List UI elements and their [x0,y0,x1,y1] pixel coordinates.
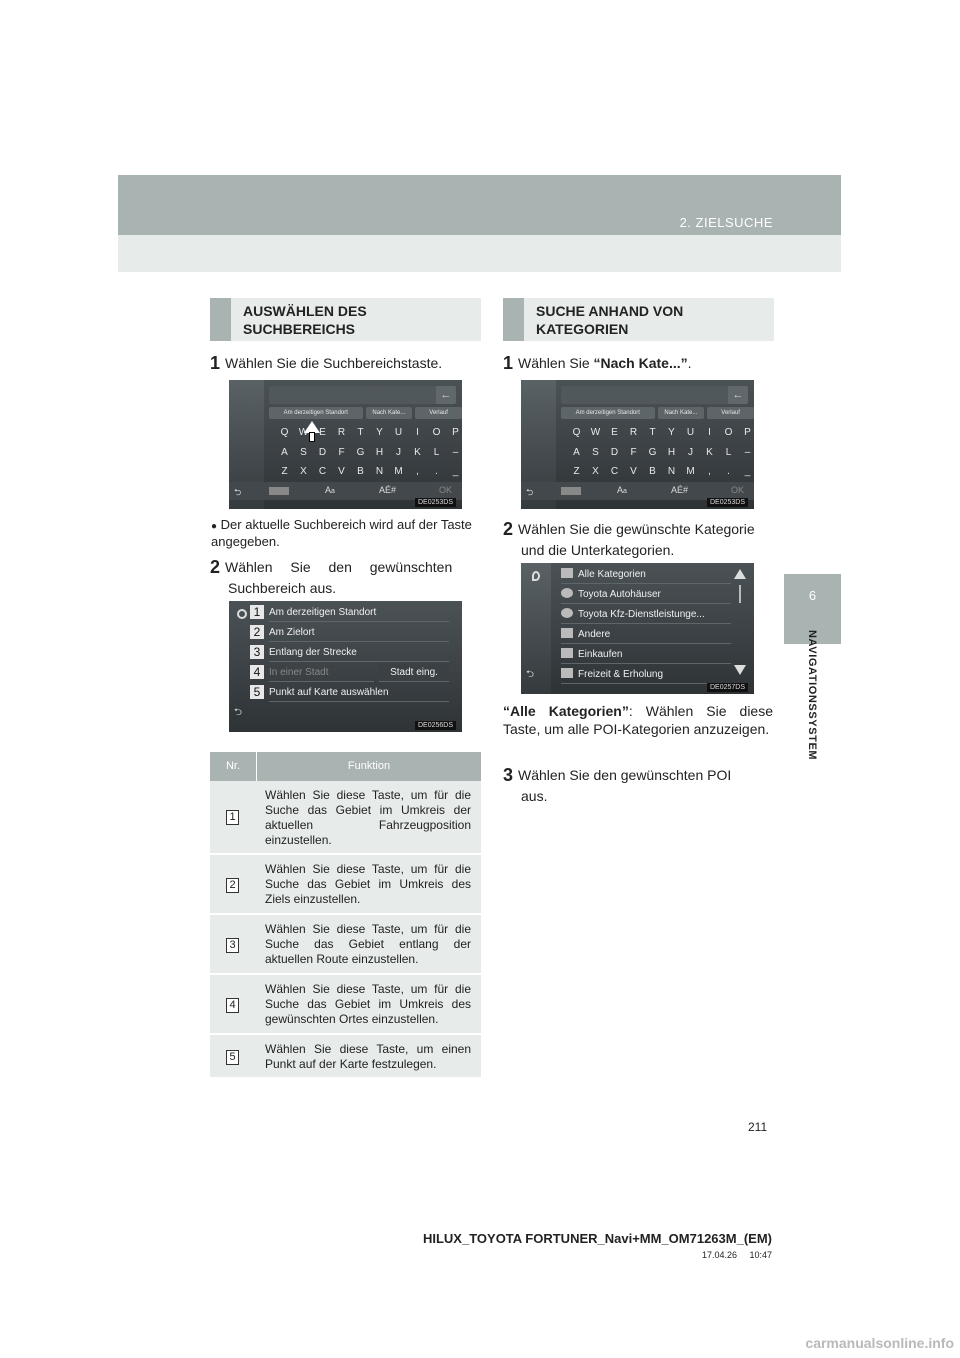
table-row: 3 Wählen Sie diese Taste, um für die Suche das Gebiet entlang der aktuellen Route einzustellen. [210,915,481,975]
chapter-title: 2. ZIELSUCHE [679,215,773,230]
category-item: Toyota Autohäuser [561,585,731,604]
key-row-3: Z X C V B N M , . _ [573,466,751,477]
keyboard-icon [561,487,581,495]
case-toggle-key: Aa [617,485,627,495]
symbols-key: AÉ# [379,485,397,495]
search-input [561,386,746,404]
section-heading-right [503,298,774,341]
section-heading-left [210,298,481,341]
page-number: 211 [748,1120,768,1134]
key-row-2: A S D F G H J K L – [281,447,459,458]
return-icon: ⮌ [234,707,243,718]
return-icon: ⮌ [526,669,535,680]
section-title-left: AUSWÄHLEN DES SUCHBEREICHS [243,303,367,337]
key-row-1: Q W E R T Y U I O P [572,427,751,438]
tab-by-category: Nach Kate... [658,407,705,419]
key-row-1: Q W E R T Y U I O P [280,427,459,438]
table-row: 4 Wählen Sie diese Taste, um für die Suche das Gebiet im Umkreis des gewünschten Ortes einzustellen. [210,975,481,1035]
location-icon [237,609,247,619]
key-row-3: Z X C V B N M , . _ [281,466,459,477]
case-toggle-key: Aa [325,485,335,495]
return-icon: ⮌ [234,487,242,497]
tab-history: Verlauf [707,407,754,419]
keyboard-screenshot-right [521,380,754,509]
symbols-key: AÉ# [671,485,689,495]
image-code: DE0253DS [415,498,456,507]
category-screenshot [521,563,754,694]
ok-key: OK [731,485,745,495]
chapter-number: 6 [808,588,817,603]
keyboard-icon [269,487,289,495]
function-table [210,752,481,1079]
scroll-up-icon [734,569,746,579]
category-item: Alle Kategorien [561,565,731,584]
category-item: Freizeit & Erholung [561,665,731,684]
category-item: Andere [561,625,731,644]
search-input [269,386,454,404]
footer-date: 17.04.26 10:47 [701,1250,772,1260]
back-arrow-icon: ← [728,386,748,404]
info-bullet: ● Der aktuelle Suchbereich wird auf der Taste angegeben. [211,517,472,549]
right-step-3: 3 Wählen Sie den gewünschten POI aus. [503,765,732,804]
location-pin-icon [532,571,540,581]
table-header: Nr. Funktion [210,752,481,781]
tab-current-location: Am derzeitigen Standort [561,407,655,419]
all-categories-note: “Alle Kategorien”: Wählen Sie diese Taste, um alle POI-Kategorien anzuzeigen. [503,703,773,737]
category-item: Toyota Kfz-Dienstleistunge... [561,605,731,624]
search-area-screenshot: 1 Am derzeitigen Standort 2 Am Zielort 3 Entlang der Strecke 4 In einer Stadt Stadt eing. 5 Punkt auf Karte auswählen ⮌ DE0256DS [229,601,462,732]
tab-by-category: Nach Kate... [366,407,413,419]
tab-current-location: Am derzeitigen Standort [269,407,363,419]
toyota-logo-icon [561,608,573,618]
other-icon [561,628,573,638]
image-code: DE0257DS [707,683,748,692]
ok-key: OK [439,485,453,495]
category-item: Einkaufen [561,645,731,664]
category-icon [561,568,573,578]
back-arrow-icon: ← [436,386,456,404]
image-code: DE0253DS [707,498,748,507]
section-title-right: SUCHE ANHAND VON KATEGORIEN [536,303,684,337]
left-step-2: 2 Wählen Sie den gewünschten Suchbereich aus. [210,557,453,596]
image-code: DE0256DS [415,721,456,730]
toyota-logo-icon [561,588,573,598]
right-step-2: 2 Wählen Sie die gewünschte Kategorie und die Unterkategorien. [503,519,755,558]
chapter-header [118,175,841,235]
leisure-icon [561,668,573,678]
shopping-icon [561,648,573,658]
city-button: Stadt eing. [379,663,449,682]
keyboard-screenshot-left [229,380,462,509]
bullet-icon: ● [211,521,218,532]
table-row: 5 Wählen Sie diese Taste, um einen Punkt auf der Karte festzulegen. [210,1035,481,1079]
footer-title: HILUX_TOYOTA FORTUNER_Navi+MM_OM71263M_(EM) [422,1231,772,1246]
table-row: 1 Wählen Sie diese Taste, um für die Suche das Gebiet im Umkreis der aktuellen Fahrzeugposition einzustellen. [210,781,481,855]
table-row: 2 Wählen Sie diese Taste, um für die Suche das Gebiet im Umkreis des Ziels einzustellen. [210,855,481,915]
scroll-down-icon [734,665,746,675]
chapter-side-label: NAVIGATIONSSYSTEM [806,630,818,761]
left-step-1: 1 Wählen Sie die Suchbereichstaste. [210,353,443,373]
right-step-1: 1 Wählen Sie “Nach Kate...”. [503,353,692,373]
tab-history: Verlauf [415,407,462,419]
key-row-2: A S D F G H J K L – [573,447,751,458]
scrollbar [739,585,741,603]
watermark: carmanualsonline.info [805,1335,954,1351]
return-icon: ⮌ [526,487,534,497]
